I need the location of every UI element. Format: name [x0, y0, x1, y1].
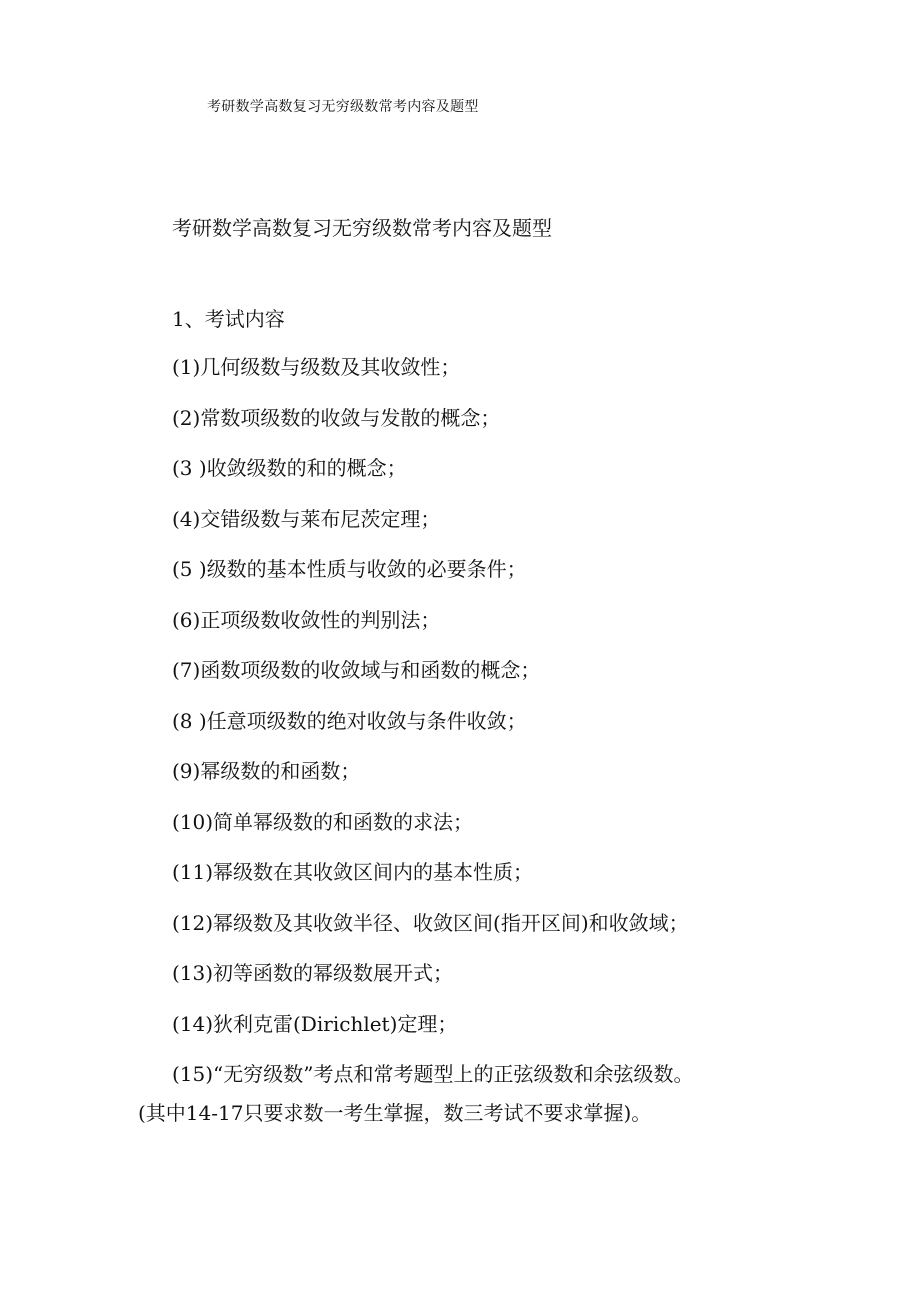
list-item: (10)简单幂级数的和函数的求法； — [172, 809, 474, 834]
running-header: 考研数学高数复习无穷级数常考内容及题型 — [207, 99, 479, 115]
list-item: (1)几何级数与级数及其收敛性； — [172, 355, 461, 379]
list-item: (12)幂级数及其收敛半径、收敛区间(指开区间)和收敛域； — [172, 910, 689, 935]
document-title: 考研数学高数复习无穷级数常考内容及题型 — [172, 216, 552, 240]
list-item: (13)初等函数的幂级数展开式； — [172, 961, 454, 985]
list-item: (11)幂级数在其收敛区间内的基本性质； — [172, 860, 534, 884]
list-item: (14)狄利克雷(Dirichlet)定理； — [172, 1011, 458, 1036]
list-item: (4)交错级数与莱布尼茨定理； — [172, 506, 441, 531]
section-heading: 1、考试内容 — [172, 307, 285, 331]
list-item: (5 )级数的基本性质与收敛的必要条件； — [172, 557, 527, 581]
scope-note: (其中14-17只要求数一考生掌握，数三考试不要求掌握)。 — [138, 1101, 652, 1125]
list-item: (9)幂级数的和函数； — [172, 759, 361, 783]
list-item: (2)常数项级数的收敛与发散的概念； — [172, 405, 501, 430]
list-item: (6)正项级数收敛性的判别法； — [172, 607, 441, 632]
list-item: (7)函数项级数的收敛域与和函数的概念； — [172, 658, 541, 682]
list-item: (8 )任意项级数的绝对收敛与条件收敛； — [172, 708, 527, 733]
list-item: (3 )收敛级数的和的概念； — [172, 456, 407, 480]
list-item: (15)“无穷级数”考点和常考题型上的正弦级数和余弦级数。 — [172, 1062, 694, 1086]
exam-content-list — [172, 354, 694, 1112]
